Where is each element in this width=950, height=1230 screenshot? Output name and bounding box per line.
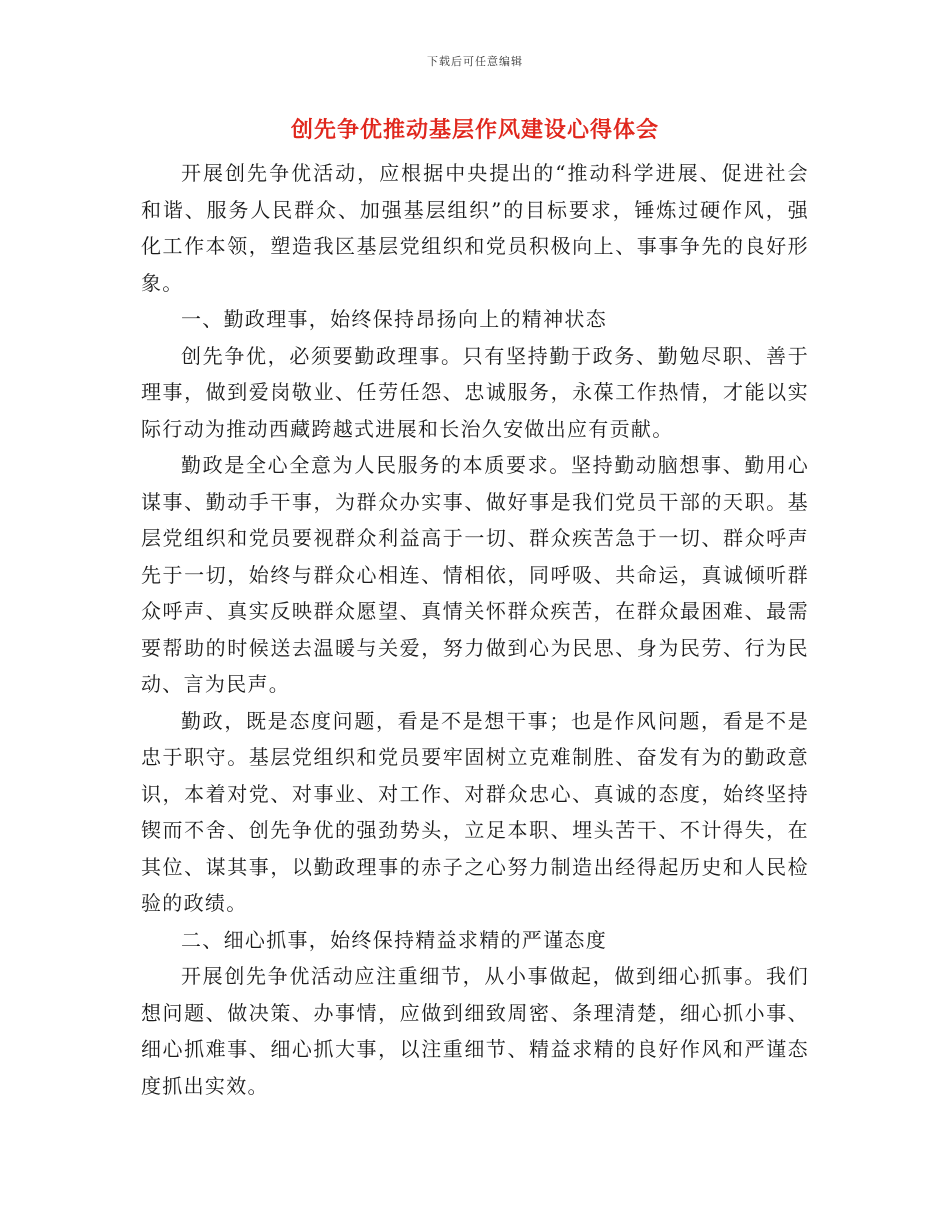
section-heading-1: 一、勤政理事，始终保持昂扬向上的精神状态 [181,307,607,331]
header-note: 下载后可任意编辑 [427,55,523,68]
paragraph: 勤政，既是态度问题，看是不是想干事；也是作风问题，看是不是忠于职守。基层党组织和党员要牢固树立克难制胜、奋发有为的勤政意识，本着对党、对事业、对工作、对群众忠心、真诚的态度，始终坚持锲而不舍、创先争优的强劲势头，立足本职、埋头苦干、不计得失，在其位、谋其事，以勤政理事的赤子之心努力制造出经得起历史和人民检验的政绩。 [141,708,809,915]
paragraph-intro: 开展创先争优活动，应根据中央提出的“推动科学进展、促进社会和谐、服务人民群众、加强基层组织”的目标要求，锤炼过硬作风，强化工作本领，塑造我区基层党组织和党员积极向上、事事争先的良好形象。 [141,161,809,295]
document-body [141,155,809,1104]
paragraph: 开展创先争优活动应注重细节，从小事做起，做到细心抓事。我们想问题、做决策、办事情，应做到细致周密、条理清楚，细心抓小事、细心抓难事、细心抓大事，以注重细节、精益求精的良好作风和严谨态度抓出实效。 [141,964,809,1098]
paragraph: 创先争优，必须要勤政理事。只有坚持勤于政务、勤勉尽职、善于理事，做到爱岗敬业、任劳任怨、忠诚服务，永葆工作热情，才能以实际行动为推动西藏跨越式进展和长治久安做出应有贡献。 [141,343,809,441]
section-heading-2: 二、细心抓事，始终保持精益求精的严谨态度 [181,927,607,952]
paragraph: 勤政是全心全意为人民服务的本质要求。坚持勤动脑想事、勤用心谋事、勤动手干事，为群众办实事、做好事是我们党员干部的天职。基层党组织和党员要视群众利益高于一切、群众疾苦急于一切、群众呼声先于一切，始终与群众心相连、情相依，同呼吸、共命运，真诚倾听群众呼声、真实反映群众愿望、真情关怀群众疾苦，在群众最困难、最需要帮助的时候送去温暖与关爱，努力做到心为民思、身为民劳、行为民动、言为民声。 [141,453,809,696]
document-title: 创先争优推动基层作风建设心得体会 [290,117,659,143]
